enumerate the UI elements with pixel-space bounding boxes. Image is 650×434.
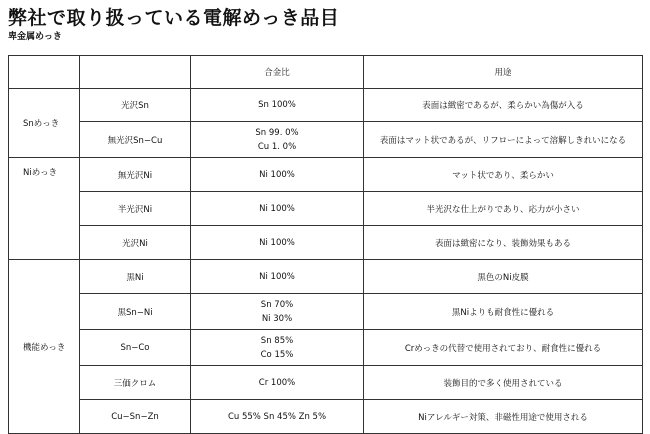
alloy-line: Ni 100% bbox=[259, 237, 295, 248]
header-use: 用途 bbox=[364, 56, 643, 89]
alloy-cell bbox=[191, 330, 364, 366]
alloy-line: Ni 100% bbox=[259, 203, 295, 214]
alloy-cell bbox=[191, 226, 364, 260]
item-cell: Cu−Sn−Zn bbox=[80, 400, 191, 434]
use-cell: 黒色のNi皮膜 bbox=[364, 260, 643, 294]
use-cell: Crめっきの代替で使用されており、耐食性に優れる bbox=[364, 330, 643, 366]
category-cell: 機能めっき bbox=[9, 260, 80, 434]
alloy-line: Sn 99. 0% bbox=[255, 127, 299, 138]
alloy-line: Co 15% bbox=[260, 349, 294, 360]
category-cell: Niめっき bbox=[9, 158, 80, 260]
item-cell: 黒Sn−Ni bbox=[80, 294, 191, 330]
item-cell: 光沢Ni bbox=[80, 226, 191, 260]
item-cell: Sn−Co bbox=[80, 330, 191, 366]
use-cell: 半光沢な仕上がりであり、応力が小さい bbox=[364, 192, 643, 226]
item-cell: 無光沢Sn−Cu bbox=[80, 122, 191, 158]
item-cell: 無光沢Ni bbox=[80, 158, 191, 192]
alloy-line: Ni 100% bbox=[259, 169, 295, 180]
table-row bbox=[9, 294, 643, 330]
item-cell: 半光沢Ni bbox=[80, 192, 191, 226]
table-row bbox=[9, 89, 643, 122]
alloy-line: Cu 1. 0% bbox=[257, 141, 297, 152]
use-cell: 黒Niよりも耐食性に優れる bbox=[364, 294, 643, 330]
use-cell: 表面は緻密になり、装飾効果もある bbox=[364, 226, 643, 260]
header-alloy-ratio: 合金比 bbox=[191, 56, 364, 89]
alloy-line: Ni 100% bbox=[259, 271, 295, 282]
item-cell: 黒Ni bbox=[80, 260, 191, 294]
item-cell: 光沢Sn bbox=[80, 89, 191, 122]
category-cell: Snめっき bbox=[9, 89, 80, 158]
table-row bbox=[9, 330, 643, 366]
alloy-cell bbox=[191, 158, 364, 192]
use-cell: マット状であり、柔らかい bbox=[364, 158, 643, 192]
page-title: 弊社で取り扱っている電解めっき品目 bbox=[8, 7, 340, 29]
use-cell: 表面はマット状であるが、リフローによって溶解しきれいになる bbox=[364, 122, 643, 158]
alloy-line: Sn 100% bbox=[258, 100, 296, 110]
use-cell: 表面は緻密であるが、柔らかい為傷が入る bbox=[364, 89, 643, 122]
alloy-line: Ni 30% bbox=[261, 313, 293, 324]
alloy-line: Sn 85% bbox=[260, 335, 294, 346]
alloy-cell bbox=[191, 89, 364, 122]
use-cell: 装飾目的で多く使用されている bbox=[364, 366, 643, 400]
alloy-cell bbox=[191, 294, 364, 330]
header-row bbox=[9, 56, 643, 89]
alloy-cell bbox=[191, 260, 364, 294]
table-row bbox=[9, 158, 643, 192]
table-row bbox=[9, 122, 643, 158]
page-subtitle: 卑金属めっき bbox=[8, 32, 62, 42]
alloy-cell bbox=[191, 366, 364, 400]
table-row bbox=[9, 400, 643, 434]
alloy-line: Cr 100% bbox=[258, 377, 296, 388]
header-item bbox=[80, 56, 191, 89]
header-category bbox=[9, 56, 80, 89]
use-cell: Niアレルギー対策、非磁性用途で使用される bbox=[364, 400, 643, 434]
table-row bbox=[9, 192, 643, 226]
alloy-cell bbox=[191, 192, 364, 226]
alloy-line: Cu 55% Sn 45% Zn 5% bbox=[227, 411, 327, 422]
item-cell: 三価クロム bbox=[80, 366, 191, 400]
table-row bbox=[9, 366, 643, 400]
alloy-cell bbox=[191, 122, 364, 158]
plating-table bbox=[8, 55, 643, 434]
table-row bbox=[9, 226, 643, 260]
alloy-cell bbox=[191, 400, 364, 434]
alloy-line: Sn 70% bbox=[260, 299, 294, 310]
table-row bbox=[9, 260, 643, 294]
